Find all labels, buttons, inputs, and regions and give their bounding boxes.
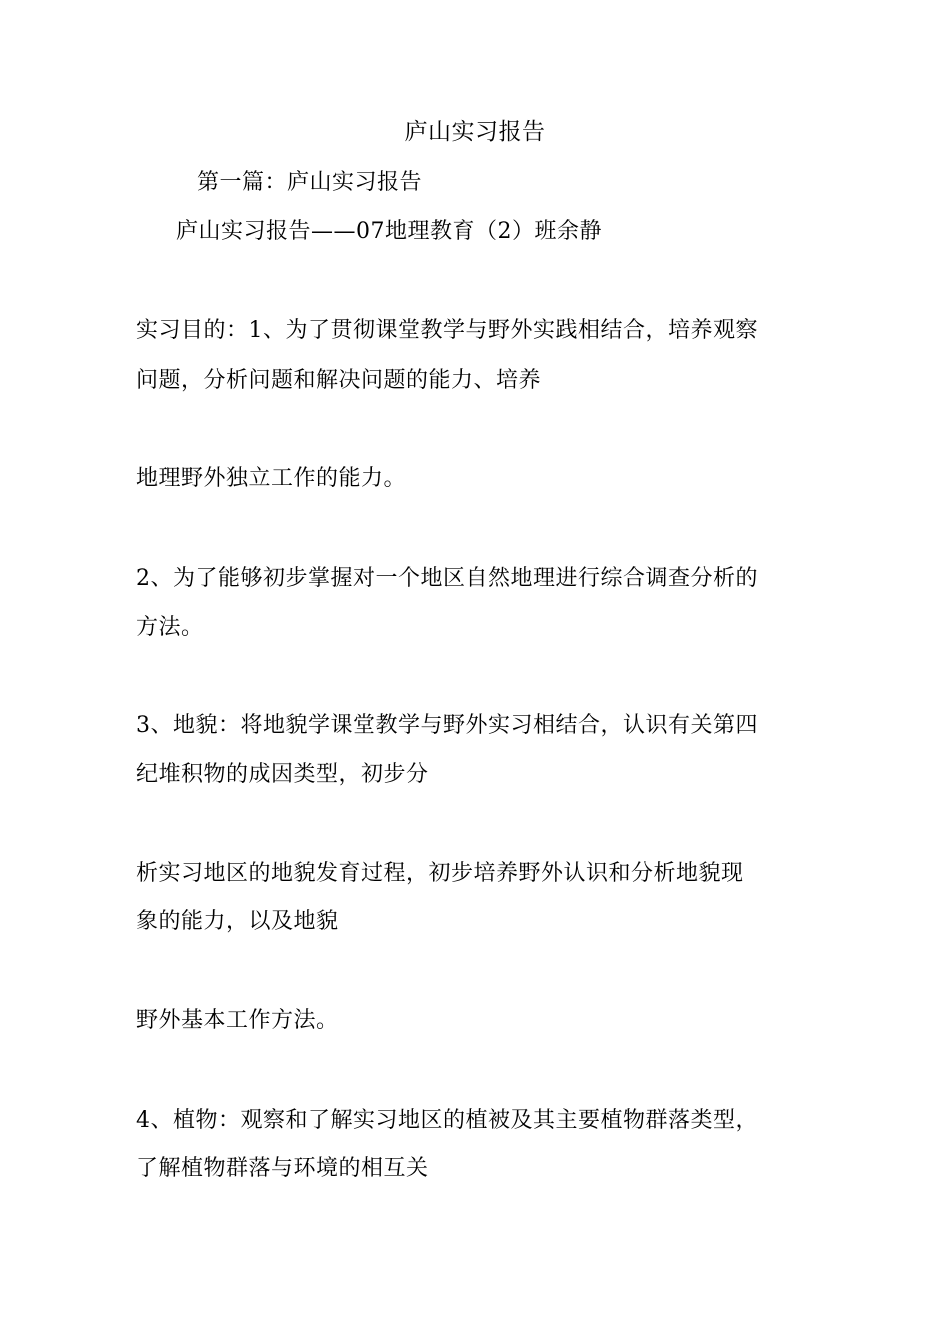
- body-line: 纪堆积物的成因类型，初步分: [136, 762, 429, 787]
- body-line: 析实习地区的地貌发育过程，初步培养野外认识和分析地貌现: [136, 861, 744, 886]
- body-line: 2、为了能够初步掌握对一个地区自然地理进行综合调查分析的: [136, 566, 758, 591]
- body-line: 4、植物：观察和了解实习地区的植被及其主要植物群落类型，: [136, 1108, 758, 1133]
- document-title: 庐山实习报告: [404, 119, 546, 145]
- body-line: 地理野外独立工作的能力。: [136, 466, 407, 491]
- report-byline: 庐山实习报告——07地理教育（2）班余静: [176, 219, 602, 244]
- body-line: 问题，分析问题和解决问题的能力、培养: [136, 368, 542, 393]
- body-line: 3、地貌：将地貌学课堂教学与野外实习相结合，认识有关第四: [136, 713, 758, 738]
- body-line: 野外基本工作方法。: [136, 1008, 339, 1033]
- body-line: 象的能力，以及地貌: [136, 909, 339, 934]
- chapter-heading: 第一篇：庐山实习报告: [197, 170, 423, 195]
- body-line: 了解植物群落与环境的相互关: [136, 1156, 429, 1181]
- body-line: 方法。: [136, 615, 204, 640]
- body-line: 实习目的：1、为了贯彻课堂教学与野外实践相结合，培养观察: [136, 318, 758, 343]
